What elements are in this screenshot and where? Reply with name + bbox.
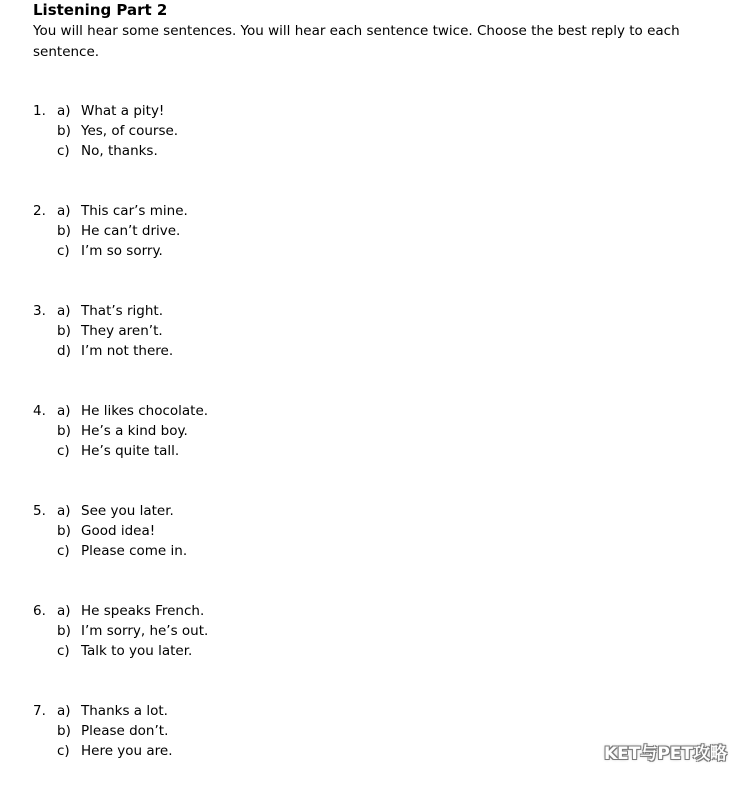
answer-option [33,721,713,741]
option-letter: c) [57,243,70,259]
answer-option [33,521,713,541]
option-text: I’m not there. [81,343,174,359]
option-text: He can’t drive. [81,223,181,239]
option-text: This car’s mine. [81,203,188,219]
question-list [33,101,713,801]
option-letter: b) [57,423,71,439]
option-text: Yes, of course. [81,123,179,139]
worksheet [33,0,713,801]
option-text: He speaks French. [81,603,205,619]
answer-option [33,401,713,421]
option-letter: a) [57,303,71,319]
option-letter: a) [57,203,71,219]
option-text: I’m sorry, he’s out. [81,623,209,639]
answer-option [33,421,713,441]
answer-option [33,121,713,141]
question-item [33,301,713,401]
option-letter: b) [57,223,71,239]
option-letter: a) [57,603,71,619]
option-text: He’s a kind boy. [81,423,188,439]
question-item [33,601,713,701]
option-letter: a) [57,503,71,519]
answer-option [33,141,713,161]
option-text: I’m so sorry. [81,243,163,259]
option-letter: c) [57,643,70,659]
question-number: 1. [33,103,46,119]
option-letter: a) [57,703,71,719]
answer-option [33,601,713,621]
option-letter: c) [57,143,70,159]
option-text: See you later. [81,503,174,519]
option-letter: c) [57,543,70,559]
question-number: 2. [33,203,46,219]
answer-option [33,701,713,721]
answer-option [33,101,713,121]
option-letter: b) [57,623,71,639]
option-letter: b) [57,123,71,139]
watermark: KET与PET攻略 [603,744,727,764]
question-number: 6. [33,603,46,619]
question-number: 3. [33,303,46,319]
option-letter: b) [57,523,71,539]
page-title: Listening Part 2 [33,1,168,19]
option-letter: d) [57,343,71,359]
answer-option [33,301,713,321]
option-letter: a) [57,103,71,119]
option-text: He likes chocolate. [81,403,209,419]
answer-option [33,621,713,641]
option-text: They aren’t. [81,323,163,339]
option-text: Good idea! [81,523,156,539]
option-letter: c) [57,743,70,759]
option-text: He’s quite tall. [81,443,180,459]
question-number: 5. [33,503,46,519]
option-text: Talk to you later. [81,643,193,659]
question-item [33,101,713,201]
option-text: That’s right. [81,303,163,319]
answer-option [33,201,713,221]
option-letter: b) [57,323,71,339]
option-text: Thanks a lot. [81,703,168,719]
option-letter: c) [57,443,70,459]
answer-option [33,341,713,361]
question-number: 4. [33,403,46,419]
answer-option [33,641,713,661]
question-item [33,401,713,501]
answer-option [33,221,713,241]
option-letter: b) [57,723,71,739]
option-text: Please come in. [81,543,188,559]
question-number: 7. [33,703,46,719]
answer-option [33,241,713,261]
instructions: You will hear some sentences. You will hear each sentence twice. Choose the best reply to each sentence. [33,23,680,60]
option-text: Please don’t. [81,723,169,739]
answer-option [33,321,713,341]
question-item [33,201,713,301]
answer-option [33,501,713,521]
option-text: Here you are. [81,743,173,759]
answer-option [33,441,713,461]
answer-option [33,541,713,561]
option-letter: a) [57,403,71,419]
option-text: What a pity! [81,103,165,119]
option-text: No, thanks. [81,143,158,159]
question-item [33,501,713,601]
